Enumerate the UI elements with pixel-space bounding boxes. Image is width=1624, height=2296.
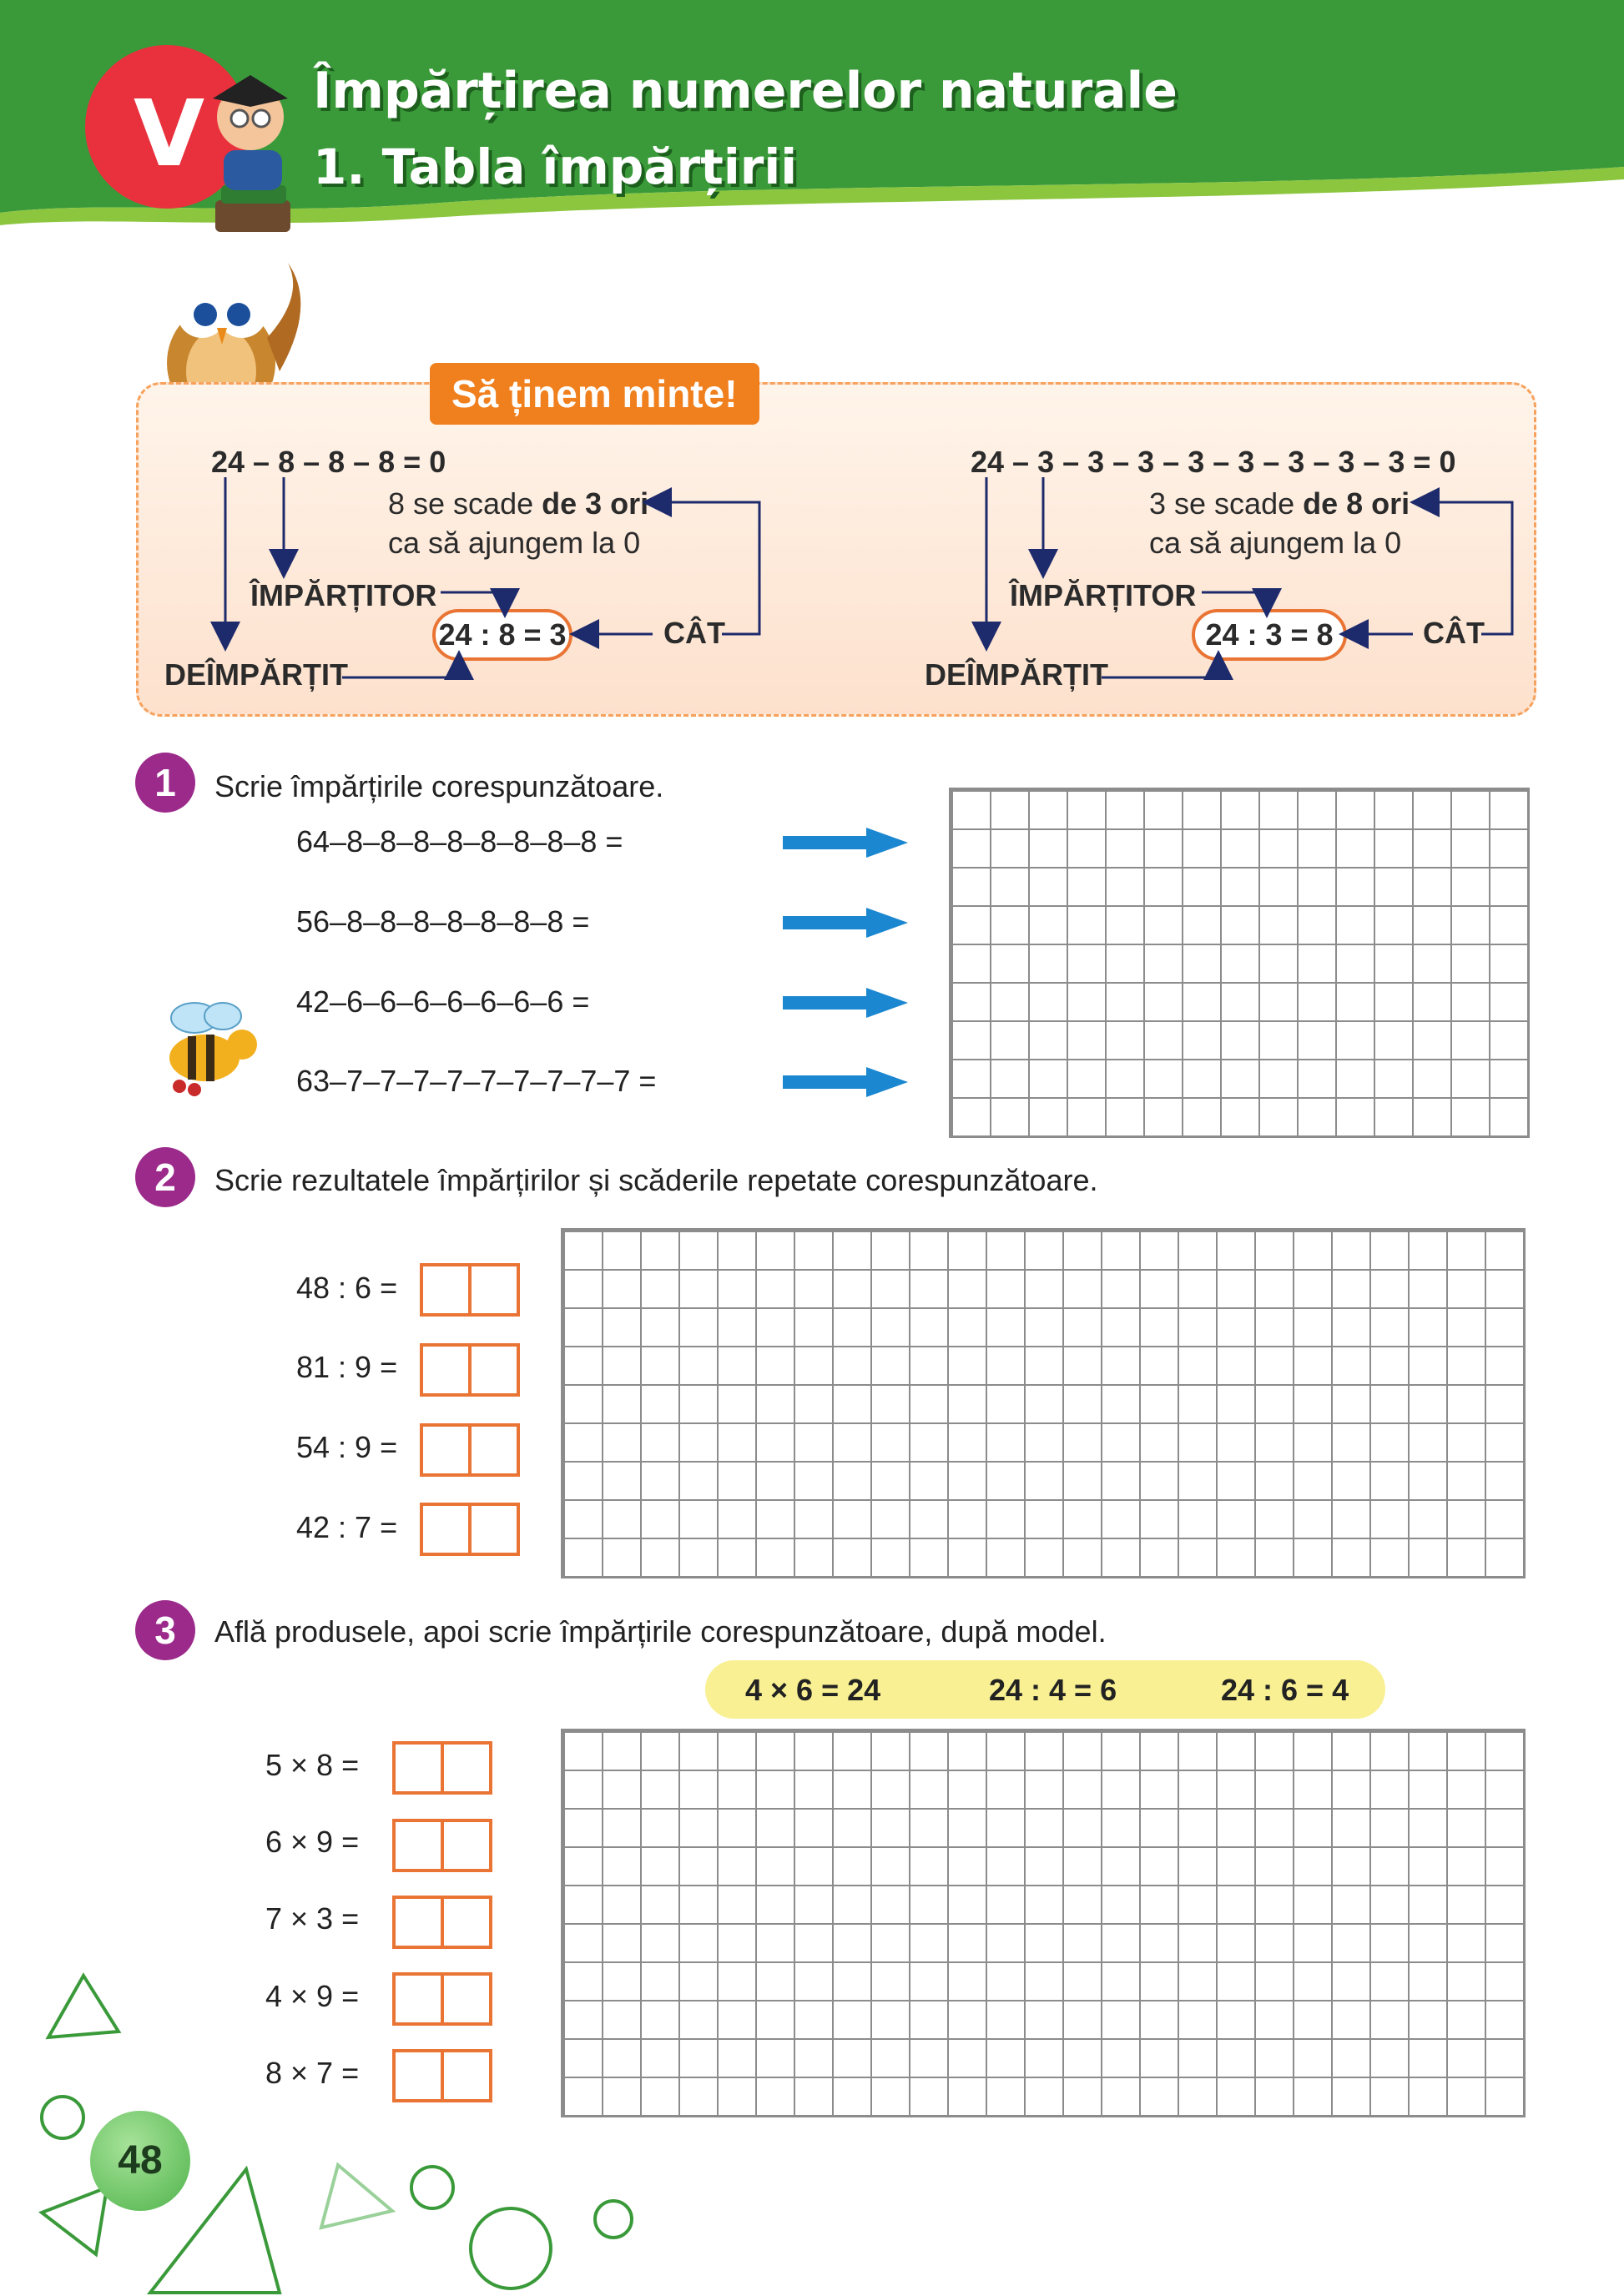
answer-box[interactable] (420, 1423, 520, 1477)
exercise-3-number: 3 (135, 1600, 195, 1660)
exercise-2-line-1: 48 : 6 = (296, 1271, 398, 1305)
lesson-title: 1. Tabla împărțirii (313, 138, 798, 195)
answer-box[interactable] (420, 1263, 520, 1317)
answer-box[interactable] (392, 1741, 492, 1795)
exercise-1-grid[interactable] (949, 788, 1530, 1138)
exercise-2-grid[interactable] (561, 1228, 1526, 1578)
reminder-right-note-1: 3 se scade de 8 ori (1149, 486, 1410, 521)
exercise-3-line-4: 4 × 9 = (265, 1979, 360, 2013)
exercise-3-line-2: 6 × 9 = (265, 1825, 360, 1859)
arrow-right-icon (783, 988, 908, 1018)
exercise-1-instruction: Scrie împărțirile corespunzătoare. (214, 769, 664, 803)
answer-box[interactable] (392, 1896, 492, 1949)
answer-box[interactable] (420, 1343, 520, 1397)
reminder-right-note-2: ca să ajungem la 0 (1149, 526, 1402, 560)
reminder-right-equation: 24 – 3 – 3 – 3 – 3 – 3 – 3 – 3 – 3 = 0 (971, 445, 1456, 479)
reminder-left-quotient-label: CÂT (663, 616, 725, 650)
model-division-1: 24 : 4 = 6 (989, 1673, 1117, 1707)
reminder-left-dividend-label: DEÎMPĂRȚIT (164, 657, 348, 692)
reminder-right-quotient-label: CÂT (1423, 616, 1485, 650)
reminder-arrows (0, 0, 1624, 751)
reminder-right-divisor-label: ÎMPĂRȚITOR (1010, 578, 1197, 612)
reminder-left-equation: 24 – 8 – 8 – 8 = 0 (211, 445, 446, 479)
exercise-2-number: 2 (135, 1147, 195, 1207)
exercise-2-instruction: Scrie rezultatele împărțirilor și scăderile repetate corespunzătoare. (214, 1163, 1098, 1197)
page-number: 48 (90, 2111, 190, 2211)
reminder-right-division: 24 : 3 = 8 (1192, 609, 1347, 661)
exercise-1-line-3: 42–6–6–6–6–6–6–6 = (296, 984, 590, 1019)
answer-box[interactable] (392, 1819, 492, 1872)
reminder-right-dividend-label: DEÎMPĂRȚIT (925, 657, 1108, 692)
chapter-letter: V (134, 80, 205, 187)
exercise-2-line-4: 42 : 7 = (296, 1510, 398, 1544)
exercise-3-line-5: 8 × 7 = (265, 2056, 360, 2090)
answer-box[interactable] (420, 1503, 520, 1556)
reminder-left-divisor-label: ÎMPĂRȚITOR (250, 578, 437, 612)
model-division-2: 24 : 6 = 4 (1221, 1673, 1349, 1707)
exercise-2-line-2: 81 : 9 = (296, 1350, 398, 1384)
exercise-2-line-3: 54 : 9 = (296, 1430, 398, 1464)
reminder-left-note-1: 8 se scade de 3 ori (388, 486, 649, 521)
bee-illustration (154, 993, 263, 1101)
arrow-right-icon (783, 828, 908, 858)
exercise-1-line-2: 56–8–8–8–8–8–8–8 = (296, 904, 590, 939)
exercise-3-line-3: 7 × 3 = (265, 1901, 360, 1936)
exercise-1-line-1: 64–8–8–8–8–8–8–8–8 = (296, 824, 623, 858)
reminder-badge: Să ținem minte! (430, 363, 759, 425)
reminder-left-note-2: ca să ajungem la 0 (388, 526, 641, 560)
arrow-right-icon (783, 908, 908, 938)
reminder-left-division: 24 : 8 = 3 (432, 609, 572, 661)
arrow-right-icon (783, 1067, 908, 1097)
chapter-title: Împărțirea numerelor naturale (313, 62, 1178, 120)
exercise-3-line-1: 5 × 8 = (265, 1748, 360, 1782)
exercise-1-number: 1 (135, 753, 195, 813)
exercise-1-line-4: 63–7–7–7–7–7–7–7–7–7 = (296, 1064, 657, 1098)
model-multiplication: 4 × 6 = 24 (745, 1673, 881, 1707)
exercise-3-instruction: Află produsele, apoi scrie împărțirile corespunzătoare, după model. (214, 1614, 1107, 1649)
